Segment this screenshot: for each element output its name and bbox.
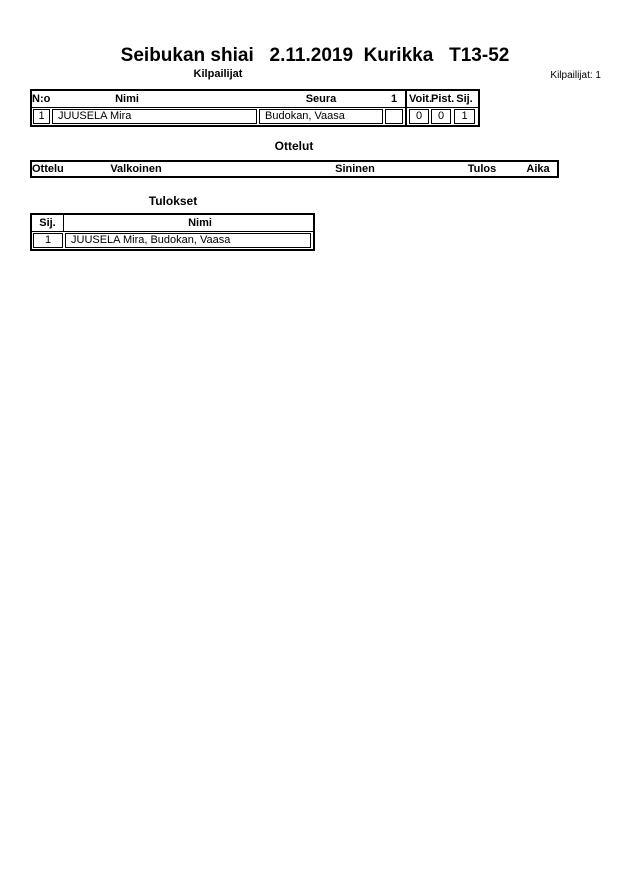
results-header-row — [32, 215, 313, 232]
header-time: Aika — [526, 163, 550, 175]
header-blue: Sininen — [335, 163, 375, 175]
matches-table — [30, 160, 559, 178]
header-match: Ottelu — [32, 163, 64, 175]
result-row — [32, 232, 313, 249]
cell-club: Budokan, Vaasa — [259, 109, 383, 124]
page-title: Seibukan shiai 2.11.2019 Kurikka T13-52 — [120, 45, 510, 66]
competitor-count: Kilpailijat: 1 — [550, 70, 601, 81]
cell-result-name: JUUSELA Mira, Budokan, Vaasa — [65, 233, 311, 248]
table-section-divider — [405, 89, 407, 127]
competitors-section-title: Kilpailijat — [193, 68, 243, 80]
cell-wins: 0 — [409, 109, 429, 124]
cell-place: 1 — [454, 109, 475, 124]
matches-header-row — [32, 162, 557, 176]
header-result-name: Nimi — [188, 217, 212, 229]
header-result: Tulos — [467, 163, 497, 175]
competitors-table — [30, 89, 480, 127]
results-heading: Tulokset — [148, 194, 198, 208]
cell-points: 0 — [431, 109, 451, 124]
cell-no: 1 — [33, 109, 50, 124]
header-points: Pist. — [431, 93, 455, 105]
header-no: N:o — [32, 93, 51, 105]
header-club: Seura — [305, 93, 337, 105]
cell-result-place: 1 — [33, 233, 63, 248]
header-name: Nimi — [115, 93, 139, 105]
header-result-place: Sij. — [39, 217, 56, 229]
cell-round-1 — [385, 109, 403, 124]
cell-name: JUUSELA Mira — [52, 109, 257, 124]
header-white: Valkoinen — [110, 163, 162, 175]
results-table — [30, 213, 315, 251]
header-round-1: 1 — [390, 93, 398, 105]
header-place: Sij. — [456, 93, 473, 105]
competitors-header-row — [32, 91, 478, 108]
results-header-divider — [63, 215, 64, 232]
header-wins: Voit. — [409, 93, 433, 105]
matches-heading: Ottelut — [274, 139, 314, 153]
competitor-row — [32, 108, 478, 125]
